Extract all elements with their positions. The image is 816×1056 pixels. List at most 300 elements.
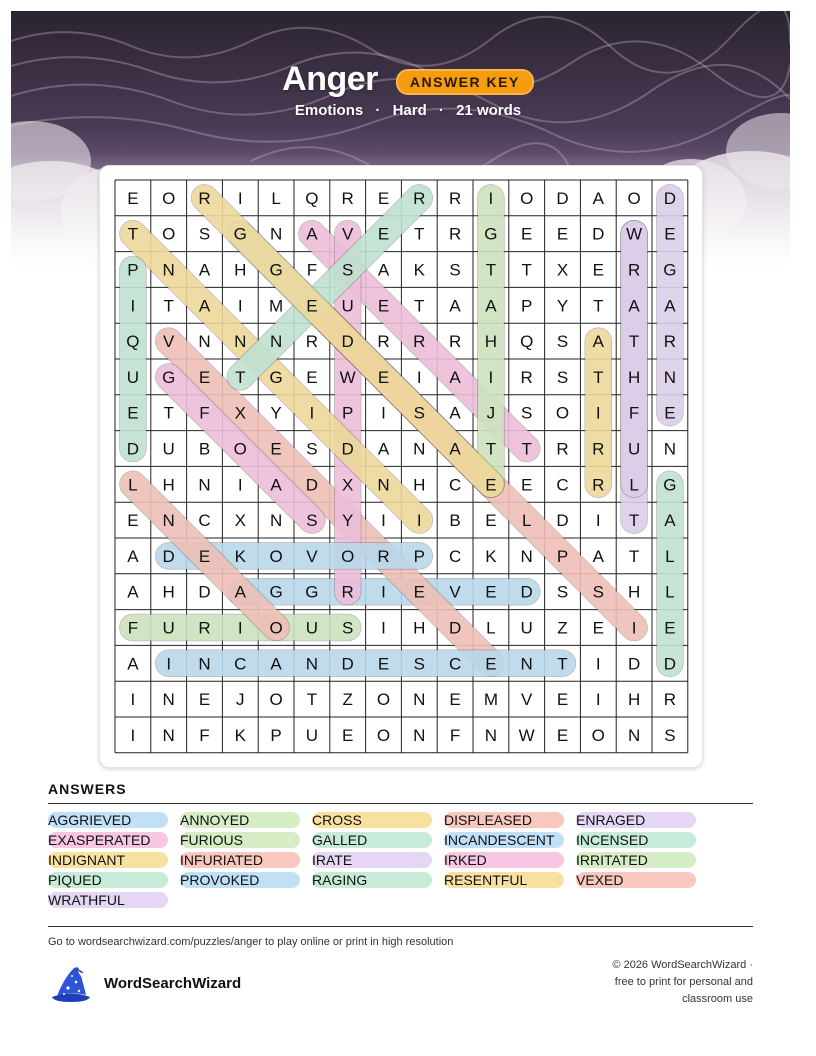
grid-cell: U	[520, 618, 533, 638]
answer-word: FURIOUS	[180, 832, 300, 848]
grid-cell: L	[486, 618, 496, 638]
grid-cell: R	[377, 332, 390, 352]
answer-word: INFURIATED	[180, 852, 300, 868]
grid-cell: S	[306, 439, 318, 459]
grid-cell: D	[627, 654, 641, 674]
grid-cell: E	[377, 654, 390, 674]
grid-cell: R	[663, 332, 677, 352]
grid-cell: W	[518, 725, 535, 745]
grid-cell: C	[234, 654, 247, 674]
word-search-grid	[100, 166, 702, 767]
grid-cell: F	[199, 403, 210, 423]
grid-cell: Q	[520, 332, 534, 352]
grid-cell: N	[162, 260, 175, 280]
grid-cell: O	[520, 188, 534, 208]
grid-cell: H	[484, 332, 498, 352]
grid-cell: A	[198, 260, 211, 280]
divider	[48, 803, 753, 804]
grid-cell: X	[234, 403, 246, 423]
page-title: Anger	[282, 60, 378, 98]
grid-cell: I	[237, 296, 243, 316]
grid-cell: W	[626, 224, 643, 244]
grid-cell: N	[162, 725, 175, 745]
answer-word: DISPLEASED	[444, 812, 564, 828]
grid-cell: F	[449, 725, 461, 745]
grid-cell: S	[306, 511, 318, 531]
grid-cell: E	[556, 690, 569, 710]
grid-cell: E	[198, 367, 211, 387]
grid-cell: I	[237, 475, 243, 495]
grid-cell: E	[556, 224, 569, 244]
grid-cell: Y	[556, 296, 569, 316]
grid-cell: T	[593, 296, 604, 316]
grid-cell: O	[162, 188, 176, 208]
grid-cell: I	[381, 511, 386, 531]
grid-cell: L	[665, 546, 675, 566]
grid-cell: K	[413, 260, 425, 280]
grid-cell: A	[449, 403, 461, 423]
grid-cell: D	[556, 188, 569, 208]
grid-cell: U	[126, 367, 140, 387]
grid-cell: A	[449, 439, 461, 459]
copyright-notice	[533, 957, 753, 1008]
grid-cell: V	[521, 690, 533, 710]
grid-cell: E	[556, 725, 569, 745]
grid-cell: S	[556, 582, 569, 602]
grid-cell: E	[377, 367, 390, 387]
grid-cell: E	[664, 618, 676, 638]
grid-cell: V	[342, 224, 354, 244]
grid-cell: X	[556, 260, 569, 280]
grid-cell: R	[198, 618, 211, 638]
grid-cell: N	[198, 475, 211, 495]
grid-cell: D	[448, 618, 462, 638]
grid-cell: N	[234, 332, 247, 352]
grid-cell: G	[269, 260, 283, 280]
grid-cell: L	[271, 188, 281, 208]
grid-cell: Q	[126, 332, 140, 352]
grid-cell: A	[377, 260, 390, 280]
grid-cell: N	[663, 439, 677, 459]
grid-cell: E	[377, 224, 390, 244]
grid-cell: Z	[557, 618, 568, 638]
grid-cell: E	[198, 546, 211, 566]
grid-cell: O	[627, 188, 641, 208]
grid-cell: O	[269, 546, 283, 566]
grid-cell: E	[485, 511, 497, 531]
grid-cell: C	[556, 475, 569, 495]
grid-cell: R	[448, 188, 462, 208]
grid-cell: T	[127, 224, 139, 244]
grid-cell: F	[199, 725, 210, 745]
grid-cell: P	[270, 725, 282, 745]
grid-cell: H	[162, 475, 175, 495]
grid-cell: C	[448, 475, 462, 495]
answer-word: AGGRIEVED	[48, 812, 168, 828]
grid-cell: K	[485, 546, 497, 566]
answer-word: INDIGNANT	[48, 852, 168, 868]
grid-cell: T	[306, 690, 318, 710]
grid-cell: Z	[342, 690, 353, 710]
grid-cell: O	[269, 690, 283, 710]
grid-cell: R	[413, 332, 426, 352]
grid-cell: E	[127, 511, 139, 531]
grid-cell: S	[342, 260, 354, 280]
grid-cell: T	[414, 224, 425, 244]
grid-cell: S	[449, 260, 461, 280]
grid-cell: I	[130, 690, 136, 710]
grid-cell: U	[162, 618, 175, 638]
grid-cell: E	[306, 296, 318, 316]
grid-cell: N	[162, 511, 175, 531]
answer-word: WRATHFUL	[48, 892, 168, 908]
grid-cell: A	[449, 367, 461, 387]
grid-cell: R	[448, 332, 462, 352]
answer-word: CROSS	[312, 812, 432, 828]
grid-cell: S	[556, 367, 569, 387]
grid-cell: D	[341, 654, 354, 674]
grid-cell: L	[665, 582, 675, 602]
grid-cell: E	[521, 224, 533, 244]
brand	[48, 964, 242, 1004]
grid-cell: H	[627, 367, 641, 387]
grid-cell: S	[342, 618, 354, 638]
grid-cell: P	[556, 546, 569, 566]
grid-cell: R	[377, 546, 390, 566]
grid-cell: F	[628, 403, 640, 423]
grid-cell: E	[592, 618, 604, 638]
grid-cell: V	[163, 332, 175, 352]
grid-cell: R	[663, 690, 677, 710]
grid-cell: O	[162, 224, 176, 244]
grid-cell: B	[198, 439, 211, 459]
grid-cell: E	[485, 475, 497, 495]
grid-cell: T	[593, 367, 604, 387]
answer-word: INCENSED	[576, 832, 696, 848]
grid-cell: G	[162, 367, 176, 387]
grid-cell: T	[485, 260, 497, 280]
brand-name: WordSearchWizard	[104, 975, 242, 992]
grid-cell: B	[449, 511, 461, 531]
grid-cell: Y	[270, 403, 282, 423]
copyright-line: © 2026 WordSearchWizard ·	[612, 959, 753, 971]
grid-cell: U	[341, 296, 354, 316]
grid-cell: A	[664, 296, 676, 316]
grid-cell: E	[270, 439, 282, 459]
grid-cell: E	[664, 224, 676, 244]
grid-cell: I	[488, 367, 494, 387]
grid-cell: N	[269, 511, 283, 531]
grid-cell: R	[413, 188, 426, 208]
grid-cell: H	[627, 582, 641, 602]
grid-cell: O	[376, 690, 391, 710]
grid-cell: A	[198, 296, 211, 316]
grid-cell: A	[306, 224, 318, 244]
copyright-line: classroom use	[682, 993, 753, 1005]
grid-cell: E	[521, 475, 533, 495]
grid-cell: X	[342, 475, 354, 495]
grid-cell: R	[341, 582, 354, 602]
grid-cell: H	[162, 582, 175, 602]
grid-cell: S	[664, 725, 676, 745]
grid-cell: N	[484, 725, 498, 745]
grid-cell: A	[127, 546, 139, 566]
grid-cell: E	[449, 690, 461, 710]
grid-cell: D	[663, 654, 677, 674]
grid-cell: I	[309, 403, 315, 423]
grid-cell: S	[413, 654, 425, 674]
grid-cell: T	[163, 296, 174, 316]
answer-word: IRRITATED	[576, 852, 696, 868]
answers-heading: ANSWERS	[48, 781, 127, 797]
grid-cell: A	[449, 296, 461, 316]
grid-cell: E	[306, 367, 318, 387]
grid-cell: P	[342, 403, 354, 423]
grid-cell: S	[592, 582, 604, 602]
grid-cell: R	[341, 188, 354, 208]
grid-cell: T	[485, 439, 497, 459]
grid-cell: X	[234, 511, 246, 531]
grid-cell: F	[127, 618, 139, 638]
puzzle-meta	[0, 102, 816, 119]
answers-list	[48, 812, 768, 912]
grid-cell: E	[127, 403, 139, 423]
grid-cell: W	[339, 367, 356, 387]
footer-url-text: Go to wordsearchwizard.com/puzzles/anger to play online or print in high resolution	[48, 936, 454, 948]
answer-word: RAGING	[312, 872, 432, 888]
grid-cell: L	[629, 475, 639, 495]
grid-cell: G	[233, 224, 247, 244]
puzzle-card	[99, 165, 703, 768]
grid-cell: N	[413, 439, 426, 459]
answer-word: RESENTFUL	[444, 872, 564, 888]
answer-word: EXASPERATED	[48, 832, 168, 848]
grid-cell: D	[126, 439, 140, 459]
grid-cell: I	[237, 188, 243, 208]
grid-cell: U	[162, 439, 175, 459]
grid-cell: D	[341, 332, 354, 352]
grid-cell: E	[664, 403, 676, 423]
grid-cell: H	[234, 260, 247, 280]
grid-cell: A	[592, 332, 604, 352]
grid-cell: D	[663, 188, 677, 208]
grid-cell: R	[592, 475, 605, 495]
grid-cell: R	[627, 260, 641, 280]
grid-cell: P	[127, 260, 139, 280]
difficulty-label: Hard	[392, 102, 427, 119]
grid-cell: G	[663, 475, 677, 495]
grid-cell: S	[198, 224, 211, 244]
grid-cell: E	[127, 188, 139, 208]
title-row	[0, 60, 816, 100]
grid-cell: N	[663, 367, 677, 387]
grid-cell: L	[521, 511, 532, 531]
grid-cell: V	[306, 546, 318, 566]
grid-cell: E	[592, 260, 604, 280]
answer-word: VEXED	[576, 872, 696, 888]
grid-cell: M	[483, 690, 498, 710]
grid-cell: A	[234, 582, 246, 602]
grid-cell: N	[198, 332, 211, 352]
grid-cell: P	[413, 546, 425, 566]
grid-cell: I	[416, 511, 422, 531]
grid-cell: H	[627, 690, 641, 710]
grid-cell: G	[269, 582, 283, 602]
grid-cell: R	[198, 188, 211, 208]
grid-cell: U	[305, 725, 319, 745]
grid-cell: I	[595, 654, 601, 674]
meta-separator: ·	[375, 102, 381, 119]
grid-cell: N	[269, 224, 283, 244]
grid-cell: J	[486, 403, 496, 423]
grid-cell: D	[592, 224, 605, 244]
grid-cell: R	[305, 332, 319, 352]
grid-cell: K	[234, 546, 246, 566]
grid-cell: I	[488, 188, 494, 208]
grid-cell: T	[628, 511, 640, 531]
grid-cell: H	[413, 475, 426, 495]
answer-word: ANNOYED	[180, 812, 300, 828]
grid-cell: E	[198, 690, 211, 710]
grid-cell: U	[627, 439, 641, 459]
grid-cell: E	[377, 188, 390, 208]
grid-cell: T	[235, 367, 246, 387]
grid-cell: D	[341, 439, 354, 459]
grid-cell: A	[485, 296, 497, 316]
answer-word: IRKED	[444, 852, 564, 868]
grid-cell: A	[664, 511, 676, 531]
wizard-hat-icon	[48, 964, 94, 1004]
grid-cell: N	[305, 654, 319, 674]
grid-cell: C	[198, 511, 211, 531]
copyright-line: free to print for personal and	[614, 976, 753, 988]
grid-cell: Q	[305, 188, 319, 208]
grid-cell: N	[162, 690, 175, 710]
grid-cell: E	[485, 654, 497, 674]
grid-cell: D	[520, 582, 533, 602]
grid-cell: A	[127, 654, 139, 674]
grid-cell: I	[595, 690, 601, 710]
grid-cell: O	[555, 403, 570, 423]
grid-cell: E	[342, 725, 354, 745]
grid-cell: I	[166, 654, 172, 674]
grid-cell: A	[628, 296, 640, 316]
grid-cell: N	[627, 725, 641, 745]
grid-cell: R	[448, 224, 462, 244]
grid-cell: D	[305, 475, 319, 495]
grid-cell: G	[484, 224, 498, 244]
grid-cell: O	[269, 618, 283, 638]
grid-cell: R	[592, 439, 605, 459]
grid-cell: S	[413, 403, 425, 423]
grid-cell: C	[448, 546, 462, 566]
grid-cell: I	[416, 367, 422, 387]
grid-cell: C	[448, 654, 462, 674]
grid-cell: S	[556, 332, 569, 352]
grid-cell: A	[127, 582, 139, 602]
grid-cell: N	[413, 725, 426, 745]
grid-cell: D	[198, 582, 211, 602]
grid-cell: N	[520, 546, 533, 566]
grid-cell: E	[485, 582, 497, 602]
answer-word: GALLED	[312, 832, 432, 848]
grid-cell: D	[162, 546, 175, 566]
grid-cell: T	[414, 296, 425, 316]
grid-cell: T	[628, 546, 640, 566]
grid-cell: S	[521, 403, 533, 423]
grid-cell: G	[269, 367, 283, 387]
grid-cell: T	[521, 439, 532, 459]
grid-cell: I	[595, 403, 601, 423]
grid-cell: P	[521, 296, 533, 316]
grid-cell: I	[595, 511, 601, 531]
grid-cell: N	[377, 475, 390, 495]
grid-cell: I	[631, 618, 637, 638]
grid-cell: I	[381, 403, 386, 423]
grid-cell: I	[381, 582, 386, 602]
grid-cell: O	[376, 725, 391, 745]
grid-cell: U	[305, 618, 319, 638]
grid-cell: N	[269, 332, 283, 352]
grid-cell: D	[556, 511, 569, 531]
grid-cell: Y	[342, 511, 354, 531]
grid-cell: A	[592, 188, 604, 208]
meta-separator: ·	[438, 102, 444, 119]
answer-word: INCANDESCENT	[444, 832, 564, 848]
grid-cell: J	[236, 690, 245, 710]
grid-cell: I	[237, 618, 243, 638]
grid-cell: I	[381, 618, 386, 638]
grid-cell: I	[130, 296, 136, 316]
grid-cell: A	[592, 546, 604, 566]
grid-cell: K	[234, 725, 246, 745]
grid-cell: O	[341, 546, 355, 566]
answer-word: ENRAGED	[576, 812, 696, 828]
answer-word: PIQUED	[48, 872, 168, 888]
grid-cell: V	[449, 582, 461, 602]
grid-cell: I	[130, 725, 136, 745]
grid-cell: M	[269, 296, 284, 316]
grid-cell: E	[413, 582, 425, 602]
answer-key-badge: ANSWER KEY	[396, 69, 534, 95]
grid-cell: L	[128, 475, 138, 495]
answer-word: PROVOKED	[180, 872, 300, 888]
grid-cell: N	[198, 654, 211, 674]
grid-cell: A	[270, 475, 282, 495]
grid-cell: R	[520, 367, 533, 387]
grid-cell: E	[377, 296, 390, 316]
answer-word: IRATE	[312, 852, 432, 868]
grid-cell: G	[663, 260, 677, 280]
grid-cell: A	[270, 654, 282, 674]
grid-cell: N	[520, 654, 533, 674]
grid-cell: T	[628, 332, 640, 352]
grid-cell: H	[413, 618, 426, 638]
grid-cell: G	[305, 582, 319, 602]
grid-cell: O	[233, 439, 247, 459]
divider	[48, 926, 753, 927]
grid-cell: T	[163, 403, 174, 423]
word-count-label: 21 words	[456, 102, 522, 119]
grid-cell: F	[306, 260, 318, 280]
grid-cell: N	[413, 690, 426, 710]
grid-cell: A	[377, 439, 390, 459]
grid-cell: R	[556, 439, 569, 459]
grid-cell: O	[591, 725, 605, 745]
category-label: Emotions	[294, 102, 364, 119]
grid-cell: T	[521, 260, 532, 280]
grid-cell: T	[557, 654, 568, 674]
